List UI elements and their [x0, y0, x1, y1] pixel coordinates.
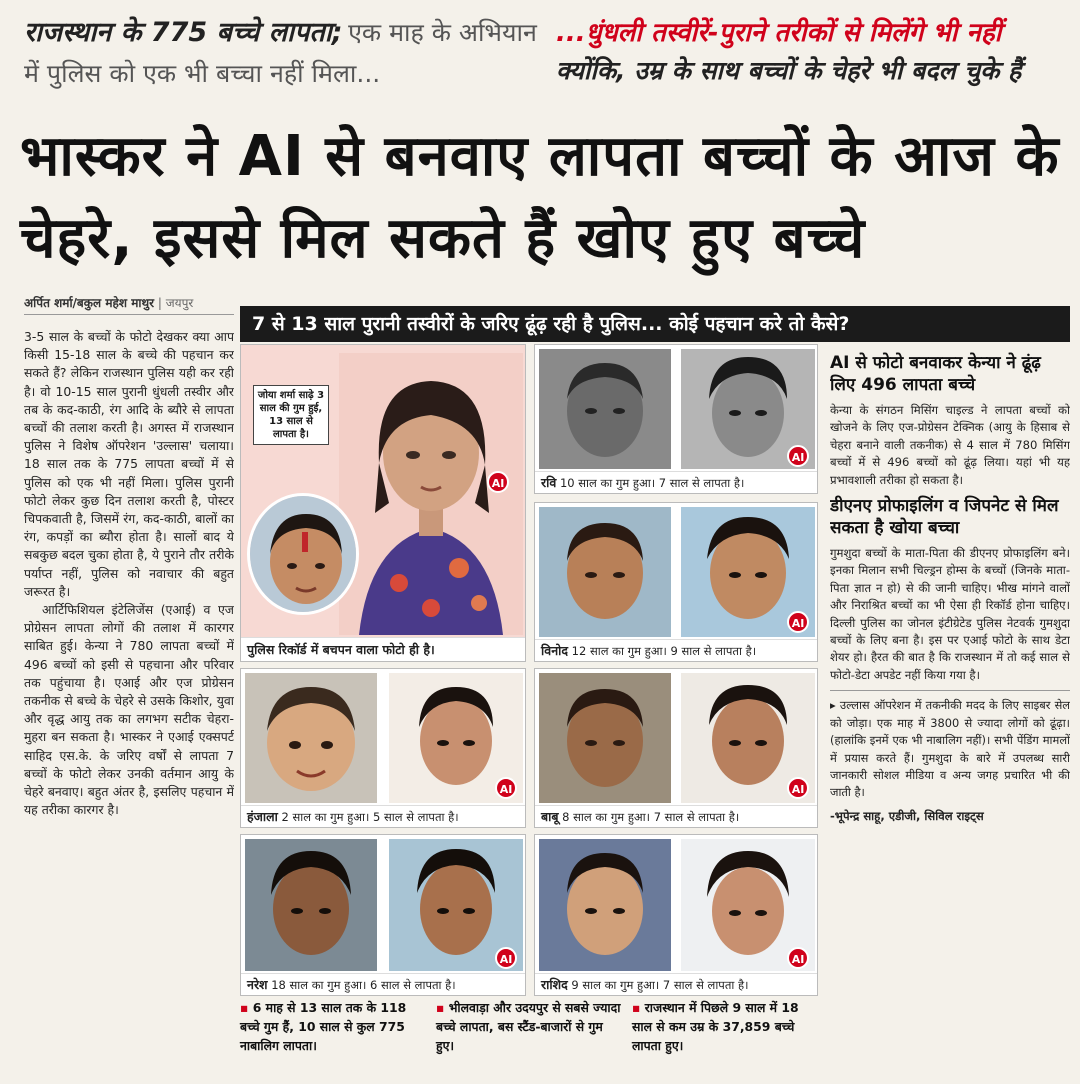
- right-heading-2: डीएनए प्रोफाइलिंग व जिपनेट से मिल सकता है खोया बच्चा: [830, 496, 1059, 539]
- kicker-right-red: ...धुंधली तस्वीरें-पुराने तरीकों से मिलेंगे भी नहीं: [556, 18, 1002, 48]
- ai-badge: AI: [495, 777, 517, 799]
- old-photo: [539, 507, 671, 637]
- feature-cell: [240, 344, 526, 662]
- fact-item: [632, 998, 818, 1055]
- old-photo: [539, 349, 671, 469]
- quote-mark-icon: ▸: [830, 698, 840, 713]
- right-heading-1: AI से फोटो बनवाकर केन्या ने ढूंढ़ लिए 496 लापता बच्चे: [830, 353, 1041, 395]
- pair-caption: [535, 805, 817, 827]
- child-name: विनोद: [541, 643, 569, 658]
- old-photo: [539, 839, 671, 971]
- headline: भास्कर ने AI से बनवाए लापता बच्चों के आज के चेहरे, इससे मिल सकते हैं खोए हुए बच्चे: [20, 124, 1060, 271]
- boy-bw-photo-icon: [539, 349, 671, 469]
- photo-grid: [240, 344, 818, 996]
- pair-caption: [241, 973, 525, 995]
- boy-photo-icon: [539, 507, 671, 637]
- right-paragraph-1: केन्या के संगठन मिसिंग चाइल्ड ने लापता बच्चों को खोजने के लिए एज-प्रोग्रेसन टेक्निक (आयु के हिसाब से चेहरा बनाने वाली तकनीक) से 4 साल में 780 मिसिंग बच्चों में से 496 बच्चों को ढूंढ़ लिया। यहां भी यह प्रभावशाली तरीका हो सकता है।: [830, 403, 1070, 487]
- pair-cell: [240, 668, 526, 828]
- ai-badge: AI: [787, 611, 809, 633]
- toddler-photo-icon: [245, 673, 377, 803]
- pair-caption: [535, 639, 817, 661]
- left-paragraph-2: आर्टिफिशियल इंटेलिजेंस (एआई) व एज प्रोग्रेसन लापता लोगों की तलाश में कारगर साबित हुई। केन्या ने 780 लापता बच्चों में 496 बच्चों को इसी से पहचाना और परिवार तक पहुंचाया है। एआई और एज प्रोग्रेसन तकनीक से बच्चे के चेहरे से उसके किशोर, युवा और वृद्ध आयु तक का लगभग सटीक चेहरा-मुहरा बन सकता है। भास्कर ने एआई एक्सपर्ट साहिद एस.के. के जरिए वर्षों से लापता 7 बच्चों के फोटो लेकर उनकी वर्तमान आयु के चेहरे बनवाए। बहुत अंतर है, इसलिए पहचान में यह तरीका कारगर है।: [24, 602, 234, 818]
- kicker-left-light: एक माह के अभियान में पुलिस को एक भी बच्चा नहीं मिला...: [24, 18, 537, 88]
- child-detail: 18 साल का गुम हुआ। 6 साल से लापता है।: [267, 978, 456, 992]
- ai-badge: AI: [787, 445, 809, 467]
- pair-cell: [240, 834, 526, 996]
- old-photo: [245, 673, 377, 803]
- fact-text: भीलवाड़ा और उदयपुर से सबसे ज्यादा बच्चे लापता, बस स्टैंड-बाजारों से गुम हुए।: [436, 1000, 621, 1053]
- ai-badge: AI: [787, 777, 809, 799]
- quote-text: उल्लास ऑपरेशन में तकनीकी मदद के लिए साइबर सेल को जोड़ा। एक माह में 3800 से ज्यादा लोगों को ढूंढ़ा। (हालांकि इनमें एक भी नाबालिग नहीं)। सभी पेंडिंग मामलों में प्रयास करते हैं। गुमशुदा के बारे में उपलब्ध सारी जानकारी सोशल मीडिया व अन्य जगह प्रचारित भी की जाती है।: [830, 698, 1070, 800]
- fact-item: [240, 998, 426, 1055]
- pair-cell: [534, 834, 818, 996]
- boy-photo-icon: [539, 839, 671, 971]
- child-name: रवि: [541, 475, 557, 490]
- child-detail: 9 साल का गुम हुआ। 7 साल से लापता है।: [567, 978, 749, 992]
- feature-caption: [241, 637, 525, 661]
- right-paragraph-2: गुमशुदा बच्चों के माता-पिता की डीएनए प्रोफाइलिंग बने। इनका मिलान सभी चिल्ड्रन होम्स के बच्चों (जिनके माता-पिता ज्ञात न हो) से की जानी चाहिए। भीख मांगने वालों और निराश्रित बच्चों का भी ऐसा ही रिकॉर्ड होना चाहिए। दिल्ली पुलिस का जोनल इंटीग्रेटेड पुलिस नेटवर्क गुमशुदा बच्चों के लिए बना है। इस पर एआई फोटो के साथ डेटा शेयर हो। हैरत की बात है कि राजस्थान में तो कई साल से फोटो-डेटा अपडेट नहीं किया गया है।: [830, 546, 1070, 682]
- child-detail: 12 साल का गुम हुआ। 9 साल से लापता है।: [568, 644, 757, 658]
- kicker-right: [556, 14, 1066, 90]
- child-name: हंजाला: [247, 809, 278, 824]
- byline-authors: अर्पित शर्मा/बकुल महेश माथुर: [24, 296, 155, 310]
- feature-ai-portrait: [339, 353, 523, 635]
- official-quote: [830, 697, 1070, 801]
- pair-caption: [241, 805, 525, 827]
- feature-caption-text: पुलिस रिकॉर्ड में बचपन वाला फोटो ही है।: [247, 642, 435, 657]
- pair-cell: [534, 502, 818, 662]
- fact-item: [436, 998, 622, 1055]
- child-name: नरेश: [247, 977, 268, 992]
- feature-old-photo: [247, 493, 359, 615]
- child-detail: 2 साल का गुम हुआ। 5 साल से लापता है।: [277, 810, 459, 824]
- fact-text: 6 माह से 13 साल तक के 118 बच्चे गुम हैं, 10 साल से कुल 775 नाबालिग लापता।: [240, 1000, 407, 1053]
- pair-caption: [535, 471, 817, 493]
- kicker-strip: [0, 0, 1080, 108]
- ai-badge: AI: [487, 471, 509, 493]
- subhead-bar: 7 से 13 साल पुरानी तस्वीरों के जरिए ढूंढ़ रही है पुलिस... कोई पहचान करे तो कैसे?: [240, 306, 1070, 342]
- pair-cell: [534, 344, 818, 494]
- old-photo: [245, 839, 377, 971]
- boy-photo-icon: [245, 839, 377, 971]
- divider: [830, 690, 1070, 691]
- quote-signature: -भूपेन्द्र साहू, एडीजी, सिविल राइट्स: [830, 808, 984, 823]
- byline-city: | जयपुर: [154, 296, 194, 310]
- facts-row: [240, 998, 818, 1074]
- ai-badge: AI: [787, 947, 809, 969]
- fact-text: राजस्थान में पिछले 9 साल में 18 साल से कम उम्र के 37,859 बच्चे लापता हुए।: [632, 1000, 799, 1053]
- left-paragraph-1: 3-5 साल के बच्चों के फोटो देखकर क्या आप किसी 15-18 साल के बच्चे की पहचान कर सकते हैं? लेकिन राजस्थान पुलिस यही कर रही है। वो 10-15 साल पुरानी धुंधली तस्वीर और तब के कद-काठी, रंग आदि के ब्यौरे से लापता बच्चों की तलाश करती है। अगस्त में राजस्थान पुलिस ने विशेष ऑपरेशन 'उल्लास' चलाया। 18 साल तक के 775 लापता बच्चों में से पुलिस को एक भी नहीं मिला। पुलिस पुरानी फोटो लेकर कुछ दिन तलाश करती है, पोस्टर चिपकवाती है, जिसमें रंग, कद-काठी, बालों का रंग, कपड़ों का ब्यौरा होता है। सालों बाद ये सबकुछ बदल चुका होता है, ये पुराने तौर तरीके पर्याप्त नहीं, पुलिस को नवाचार की बहुत जरूरत है।: [24, 329, 234, 599]
- child-name: राशिद: [541, 977, 568, 992]
- ai-badge: AI: [495, 947, 517, 969]
- kicker-right-dark: क्योंकि, उम्र के साथ बच्चों के चेहरे भी बदल चुके हैं: [556, 56, 1022, 85]
- bullet-icon: ▪: [436, 1000, 449, 1015]
- bullet-icon: ▪: [240, 1000, 253, 1015]
- old-photo: [539, 673, 671, 803]
- boy-photo-icon: [539, 673, 671, 803]
- kicker-left-bold: राजस्थान के 775 बच्चे लापता;: [24, 17, 343, 48]
- right-column: [830, 352, 1070, 1074]
- child-name: बाबू: [541, 809, 559, 824]
- child-detail: 10 साल का गुम हुआ। 7 साल से लापता है।: [556, 476, 745, 490]
- kicker-left: [24, 14, 544, 96]
- child-detail: 8 साल का गुम हुआ। 7 साल से लापता है।: [558, 810, 740, 824]
- feature-note: जोया शर्मा साढ़े 3 साल की गुम हुई, 13 साल से लापता है।: [253, 385, 329, 445]
- pair-caption: [535, 973, 817, 995]
- left-column: [24, 328, 234, 1074]
- girl-portrait-icon: [339, 353, 523, 635]
- pair-cell: [534, 668, 818, 828]
- bullet-icon: ▪: [632, 1000, 645, 1015]
- byline: [24, 294, 234, 315]
